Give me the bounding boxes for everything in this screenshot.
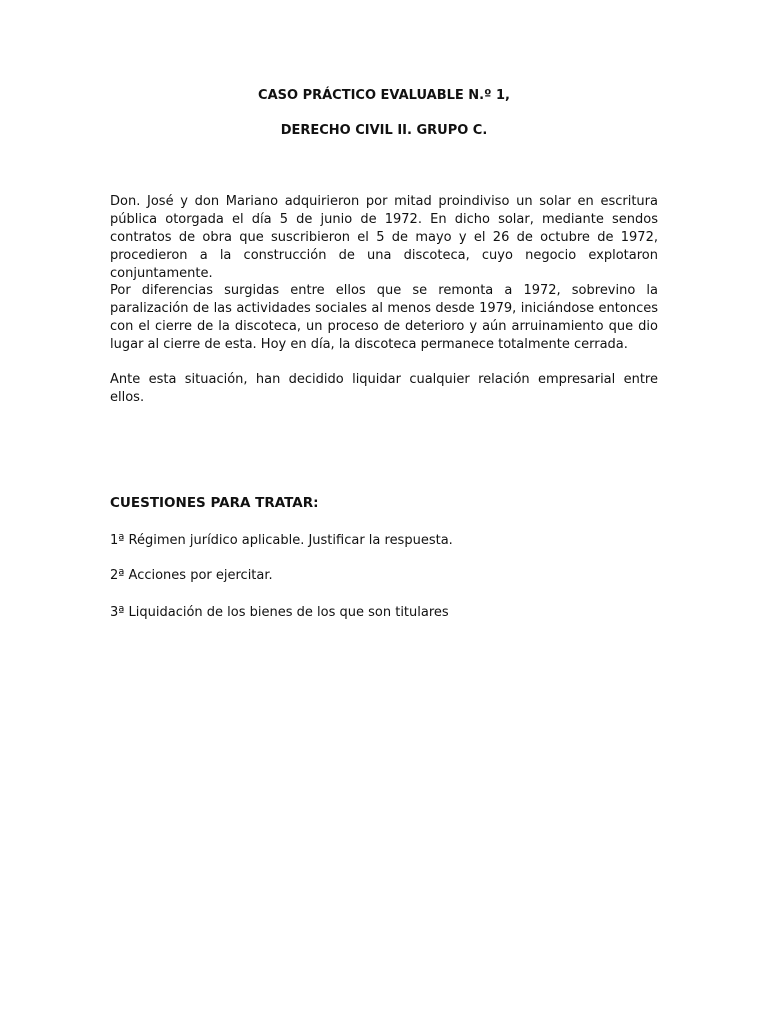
document-title-line-1: CASO PRÁCTICO EVALUABLE N.º 1,	[258, 88, 510, 103]
question-3: 3ª Liquidación de los bienes de los que son titulares	[110, 605, 449, 620]
questions-heading: CUESTIONES PARA TRATAR:	[110, 495, 319, 511]
question-2: 2ª Acciones por ejercitar.	[110, 568, 273, 583]
document-title-line-2: DERECHO CIVIL II. GRUPO C.	[280, 123, 488, 138]
case-paragraph-2: Por diferencias surgidas entre ellos que se remonta a 1972, sobrevino la paralización de las actividades sociales al menos desde 1979, iniciándose entonces con el cierre de la discoteca, un proceso de deterioro y aún arruinamiento que dio lugar al cierre de esta. Hoy en día, la discoteca permanece totalmente cerrada.	[110, 283, 658, 352]
case-paragraph-1: Don. José y don Mariano adquirieron por mitad proindiviso un solar en escritura pública otorgada el día 5 de junio de 1972. En dicho solar, mediante sendos contratos de obra que suscribieron el 5 de mayo y el 26 de octubre de 1972, procedieron a la construcción de una discoteca, cuyo negocio explotaron conjuntamente.	[110, 194, 658, 281]
case-paragraph-3: Ante esta situación, han decidido liquidar cualquier relación empresarial entre ellos.	[110, 372, 658, 405]
question-1: 1ª Régimen jurídico aplicable. Justificar la respuesta.	[110, 533, 453, 548]
